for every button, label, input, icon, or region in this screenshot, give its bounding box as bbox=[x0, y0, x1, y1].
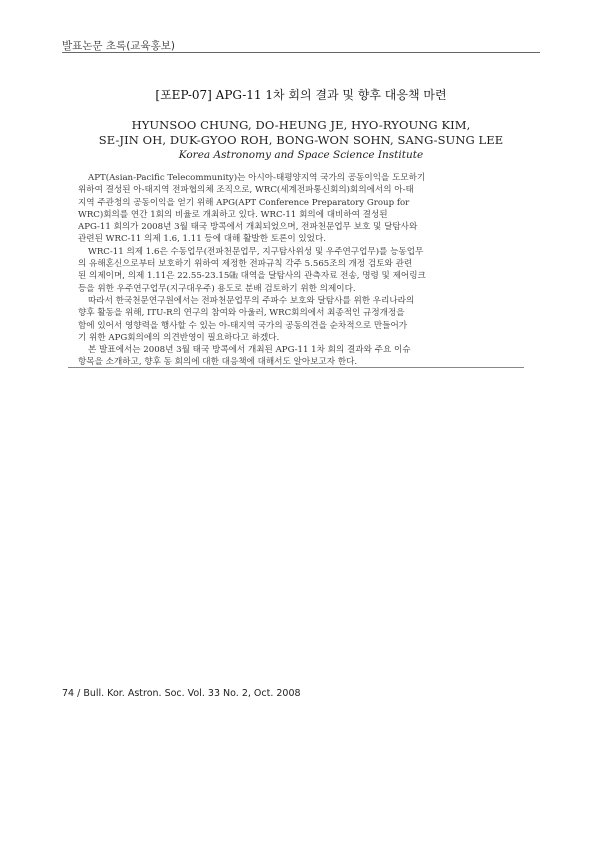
abstract-line: 항목을 소개하고, 향후 동 회의에 대한 대응책에 대해서도 알아보고자 한다. bbox=[78, 357, 358, 368]
abstract-line: 따라서 한국천문연구원에서는 전파천문업무의 주파수 보호와 달탐사를 위한 우리나라의 bbox=[88, 295, 415, 306]
paper-title: [포EP-07] APG-11 1차 회의 결과 및 향후 대응책 마련 bbox=[155, 88, 447, 102]
abstract-paragraph-2 bbox=[78, 246, 522, 295]
abstract-line: APT(Asian-Pacific Telecommunity)는 아시아-태평양지역 국가의 공동이익을 도모하기 bbox=[88, 173, 426, 183]
authors-line-1: HYUNSOO CHUNG, DO-HEUNG JE, HYO-RYOUNG KIM, bbox=[131, 118, 471, 132]
abstract-body bbox=[78, 172, 522, 369]
header-divider bbox=[62, 52, 540, 53]
affiliation: Korea Astronomy and Space Science Institute bbox=[178, 149, 424, 161]
author-list bbox=[62, 118, 540, 148]
abstract-line: 관련된 WRC-11 의제 1.6, 1.11 등에 대해 활발한 토론이 있었다. bbox=[78, 234, 326, 245]
abstract-line: WRC-11 의제 1.6은 수동업무(전파천문업무, 지구탐사위성 및 우주연구업무)를 능동업무 bbox=[88, 246, 424, 257]
abstract-line: 함에 있어서 영향력을 행사할 수 있는 아-태지역 국가의 공동의견을 순차적으로 만들어가 bbox=[78, 320, 408, 331]
abstract-line: 기 위한 APG회의에의 의견반영이 필요하다고 하겠다. bbox=[78, 332, 280, 343]
abstract-line: 된 의제이며, 의제 1.11은 22.55-23.15㎓ 대역을 달탐사의 관측자료 전송, 명령 및 제어링크 bbox=[78, 271, 426, 282]
abstract-line: 본 발표에서는 2008년 3월 태국 방콕에서 개최된 APG-11 1차 회의 결과와 주요 이슈 bbox=[88, 345, 411, 356]
running-header: 발표논문 초록(교육홍보) bbox=[62, 40, 175, 52]
abstract-paragraph-3 bbox=[78, 295, 522, 344]
abstract-paragraph-4 bbox=[78, 344, 522, 369]
abstract-line: 지역 주관청의 공동이익을 얻기 위해 APG(APT Conference Preparatory Group for bbox=[78, 197, 410, 208]
abstract-line: APG-11 회의가 2008년 3월 태국 방콕에서 개최되었으며, 전파천문업무 보호 및 달탐사와 bbox=[78, 222, 418, 233]
abstract-divider bbox=[68, 367, 524, 368]
abstract-line: 위하여 결성된 아-태지역 전파협의체 조직으로, WRC(세계전파통신회의)회의에서의 아-태 bbox=[78, 185, 414, 196]
abstract-paragraph-1 bbox=[78, 172, 522, 246]
authors-line-2: SE-JIN OH, DUK-GYOO ROH, BONG-WON SOHN, SANG-SUNG LEE bbox=[98, 133, 504, 147]
abstract-line: 의 유해혼신으로부터 보호하기 위하여 제정한 전파규칙 각주 5.565조의 개정 검토와 관련 bbox=[78, 259, 413, 270]
abstract-line: 등을 위한 우주연구업무(지구대우주) 용도로 분배 검토하기 위한 의제이다. bbox=[78, 283, 356, 294]
abstract-line: WRC)회의를 연간 1회의 비율로 개최하고 있다. WRC-11 회의에 대비하여 결성된 bbox=[78, 209, 388, 220]
page-footer-citation: 74 / Bull. Kor. Astron. Soc. Vol. 33 No. 2, Oct. 2008 bbox=[62, 688, 301, 699]
abstract-line: 향후 활동을 위해, ITU-R의 연구의 참여와 아울러, WRC회의에서 최종적인 규정개정을 bbox=[78, 308, 405, 319]
